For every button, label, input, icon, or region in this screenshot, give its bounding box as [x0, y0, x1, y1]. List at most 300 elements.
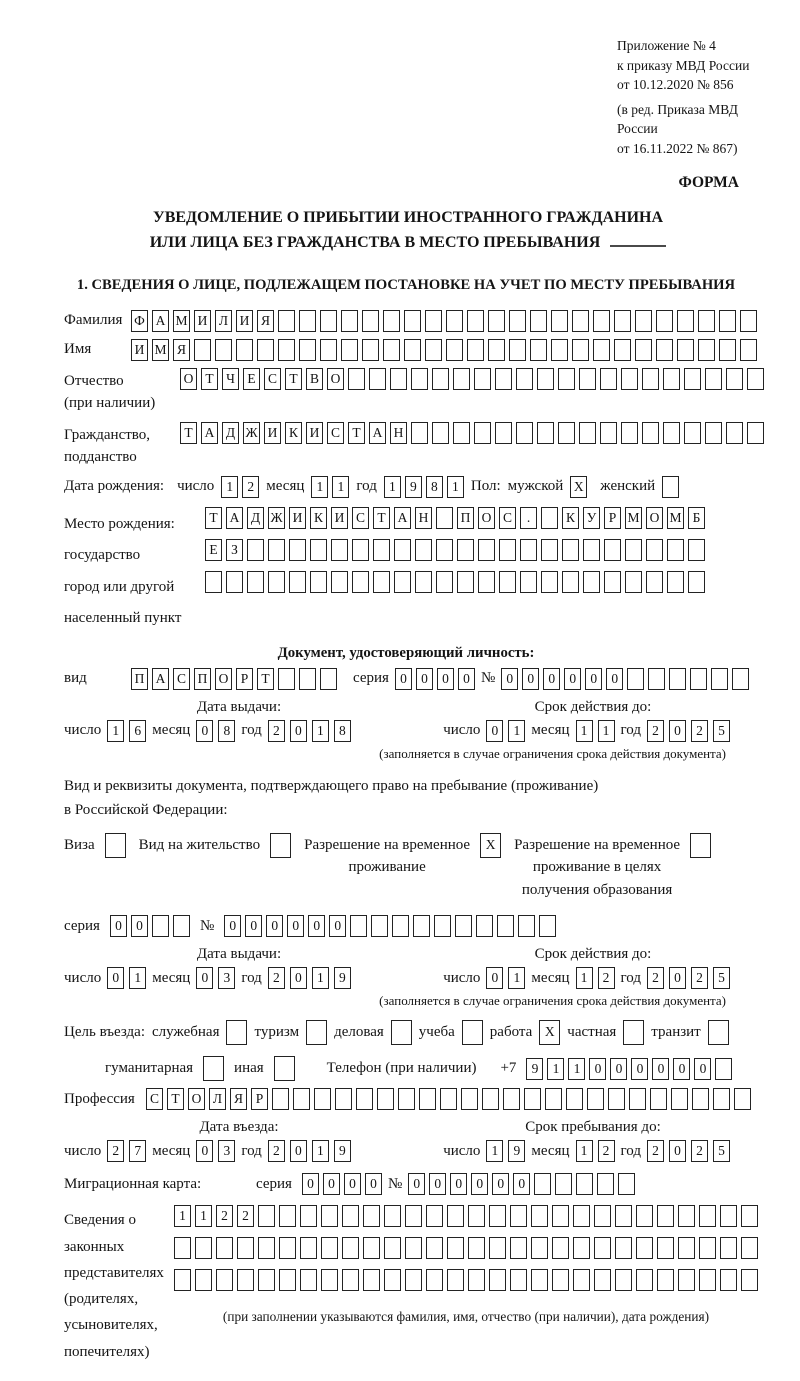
char-cell[interactable]: 0 [266, 915, 283, 937]
char-cell[interactable]: 2 [268, 967, 285, 989]
char-cell[interactable] [711, 668, 728, 690]
char-cell[interactable] [335, 1088, 352, 1110]
char-cell[interactable]: 1 [107, 720, 124, 742]
char-cell[interactable] [678, 1269, 695, 1291]
char-cell[interactable] [362, 339, 379, 361]
char-cell[interactable] [411, 368, 428, 390]
char-cell[interactable]: 1 [598, 720, 615, 742]
char-cell[interactable]: О [478, 507, 495, 529]
char-cell[interactable] [489, 1237, 506, 1259]
char-cell[interactable] [426, 1269, 443, 1291]
char-cell[interactable]: О [327, 368, 344, 390]
char-cell[interactable] [677, 339, 694, 361]
char-cell[interactable] [530, 310, 547, 332]
char-cell[interactable] [383, 310, 400, 332]
char-cell[interactable]: 0 [302, 1173, 319, 1195]
char-cell[interactable] [348, 368, 365, 390]
char-cell[interactable] [576, 1173, 593, 1195]
char-cell[interactable] [573, 1205, 590, 1227]
char-cell[interactable]: 0 [543, 668, 560, 690]
char-cell[interactable]: 0 [107, 967, 124, 989]
char-cell[interactable] [597, 1173, 614, 1195]
char-cell[interactable]: О [180, 368, 197, 390]
char-cell[interactable] [426, 1205, 443, 1227]
char-cell[interactable]: 9 [526, 1058, 543, 1080]
char-cell[interactable] [593, 339, 610, 361]
char-cell[interactable]: 0 [564, 668, 581, 690]
char-cell[interactable] [457, 539, 474, 561]
char-cell[interactable]: 0 [492, 1173, 509, 1195]
char-cell[interactable] [510, 1269, 527, 1291]
char-cell[interactable] [278, 310, 295, 332]
char-cell[interactable]: О [188, 1088, 205, 1110]
char-cell[interactable] [436, 539, 453, 561]
char-cell[interactable]: Т [285, 368, 302, 390]
char-cell[interactable] [636, 1269, 653, 1291]
char-cell[interactable] [404, 339, 421, 361]
char-cell[interactable]: Н [415, 507, 432, 529]
char-cell[interactable] [747, 368, 764, 390]
char-cell[interactable] [667, 539, 684, 561]
char-cell[interactable]: С [173, 668, 190, 690]
char-cell[interactable] [579, 422, 596, 444]
char-cell[interactable] [478, 539, 495, 561]
char-cell[interactable] [371, 915, 388, 937]
char-cell[interactable]: 0 [290, 1140, 307, 1162]
char-cell[interactable] [342, 1237, 359, 1259]
char-cell[interactable] [478, 571, 495, 593]
char-cell[interactable] [320, 668, 337, 690]
char-cell[interactable] [289, 539, 306, 561]
char-cell[interactable]: М [667, 507, 684, 529]
char-cell[interactable]: 0 [131, 915, 148, 937]
char-cell[interactable]: С [327, 422, 344, 444]
char-cell[interactable]: К [285, 422, 302, 444]
char-cell[interactable]: Т [205, 507, 222, 529]
char-cell[interactable]: Я [173, 339, 190, 361]
char-cell[interactable]: 2 [691, 967, 708, 989]
char-cell[interactable] [289, 571, 306, 593]
char-cell[interactable]: 2 [216, 1205, 233, 1227]
char-cell[interactable] [258, 1269, 275, 1291]
char-cell[interactable]: 5 [713, 1140, 730, 1162]
char-cell[interactable]: 1 [508, 720, 525, 742]
char-cell[interactable]: 0 [458, 668, 475, 690]
char-cell[interactable] [726, 422, 743, 444]
char-cell[interactable] [350, 915, 367, 937]
checkbox-cell[interactable] [203, 1056, 224, 1081]
char-cell[interactable]: 9 [334, 967, 351, 989]
char-cell[interactable] [426, 1237, 443, 1259]
char-cell[interactable] [663, 422, 680, 444]
char-cell[interactable] [587, 1088, 604, 1110]
char-cell[interactable] [342, 1269, 359, 1291]
char-cell[interactable] [425, 310, 442, 332]
char-cell[interactable]: 1 [312, 720, 329, 742]
char-cell[interactable] [216, 1269, 233, 1291]
char-cell[interactable] [593, 310, 610, 332]
char-cell[interactable]: Д [247, 507, 264, 529]
char-cell[interactable]: 0 [513, 1173, 530, 1195]
char-cell[interactable] [455, 915, 472, 937]
char-cell[interactable] [447, 1269, 464, 1291]
char-cell[interactable]: 2 [598, 967, 615, 989]
char-cell[interactable]: С [264, 368, 281, 390]
char-cell[interactable]: 9 [508, 1140, 525, 1162]
char-cell[interactable] [419, 1088, 436, 1110]
char-cell[interactable] [621, 368, 638, 390]
char-cell[interactable] [572, 339, 589, 361]
char-cell[interactable]: 1 [195, 1205, 212, 1227]
char-cell[interactable] [440, 1088, 457, 1110]
char-cell[interactable] [636, 1205, 653, 1227]
char-cell[interactable]: 1 [547, 1058, 564, 1080]
char-cell[interactable]: М [152, 339, 169, 361]
char-cell[interactable] [741, 1237, 758, 1259]
char-cell[interactable] [625, 571, 642, 593]
char-cell[interactable]: 2 [237, 1205, 254, 1227]
char-cell[interactable] [635, 310, 652, 332]
checkbox-cell[interactable] [274, 1056, 295, 1081]
checkbox-cell[interactable] [623, 1020, 644, 1045]
char-cell[interactable] [383, 339, 400, 361]
char-cell[interactable]: С [499, 507, 516, 529]
char-cell[interactable] [510, 1205, 527, 1227]
char-cell[interactable] [446, 339, 463, 361]
char-cell[interactable] [405, 1237, 422, 1259]
char-cell[interactable] [331, 571, 348, 593]
char-cell[interactable] [299, 310, 316, 332]
char-cell[interactable] [495, 368, 512, 390]
char-cell[interactable]: Т [348, 422, 365, 444]
char-cell[interactable] [474, 422, 491, 444]
char-cell[interactable] [516, 422, 533, 444]
char-cell[interactable]: И [331, 507, 348, 529]
char-cell[interactable]: 0 [589, 1058, 606, 1080]
char-cell[interactable]: 5 [713, 720, 730, 742]
char-cell[interactable] [537, 422, 554, 444]
char-cell[interactable] [394, 539, 411, 561]
char-cell[interactable]: П [457, 507, 474, 529]
char-cell[interactable]: 0 [308, 915, 325, 937]
char-cell[interactable] [741, 1205, 758, 1227]
char-cell[interactable] [558, 422, 575, 444]
char-cell[interactable] [236, 339, 253, 361]
char-cell[interactable] [705, 422, 722, 444]
char-cell[interactable] [608, 1088, 625, 1110]
char-cell[interactable] [692, 1088, 709, 1110]
char-cell[interactable]: 1 [311, 476, 328, 498]
char-cell[interactable]: Я [230, 1088, 247, 1110]
char-cell[interactable]: 0 [245, 915, 262, 937]
char-cell[interactable] [461, 1088, 478, 1110]
char-cell[interactable] [321, 1205, 338, 1227]
checkbox-cell[interactable]: X [539, 1020, 560, 1045]
char-cell[interactable] [678, 1205, 695, 1227]
char-cell[interactable]: А [226, 507, 243, 529]
char-cell[interactable]: П [194, 668, 211, 690]
char-cell[interactable] [278, 339, 295, 361]
char-cell[interactable] [468, 1237, 485, 1259]
char-cell[interactable] [573, 1237, 590, 1259]
char-cell[interactable] [671, 1088, 688, 1110]
char-cell[interactable] [719, 310, 736, 332]
char-cell[interactable] [293, 1088, 310, 1110]
char-cell[interactable] [698, 339, 715, 361]
char-cell[interactable] [489, 1205, 506, 1227]
char-cell[interactable] [684, 422, 701, 444]
char-cell[interactable]: 0 [471, 1173, 488, 1195]
char-cell[interactable] [321, 1269, 338, 1291]
char-cell[interactable] [541, 571, 558, 593]
char-cell[interactable]: Л [209, 1088, 226, 1110]
char-cell[interactable] [531, 1205, 548, 1227]
char-cell[interactable]: З [226, 539, 243, 561]
char-cell[interactable] [447, 1205, 464, 1227]
char-cell[interactable] [373, 571, 390, 593]
char-cell[interactable] [474, 368, 491, 390]
char-cell[interactable] [390, 368, 407, 390]
char-cell[interactable] [392, 915, 409, 937]
char-cell[interactable] [537, 368, 554, 390]
char-cell[interactable]: 3 [218, 1140, 235, 1162]
char-cell[interactable] [604, 571, 621, 593]
checkbox-cell[interactable] [391, 1020, 412, 1045]
char-cell[interactable] [583, 571, 600, 593]
char-cell[interactable] [272, 1088, 289, 1110]
char-cell[interactable]: 6 [129, 720, 146, 742]
char-cell[interactable] [468, 1205, 485, 1227]
char-cell[interactable]: 0 [290, 720, 307, 742]
char-cell[interactable]: 0 [408, 1173, 425, 1195]
char-cell[interactable] [314, 1088, 331, 1110]
char-cell[interactable] [747, 422, 764, 444]
char-cell[interactable] [247, 539, 264, 561]
char-cell[interactable]: С [352, 507, 369, 529]
char-cell[interactable]: 2 [598, 1140, 615, 1162]
char-cell[interactable] [545, 1088, 562, 1110]
char-cell[interactable] [509, 339, 526, 361]
char-cell[interactable] [384, 1237, 401, 1259]
char-cell[interactable] [467, 339, 484, 361]
char-cell[interactable]: 1 [447, 476, 464, 498]
char-cell[interactable] [646, 539, 663, 561]
char-cell[interactable] [667, 571, 684, 593]
char-cell[interactable]: Т [180, 422, 197, 444]
char-cell[interactable] [615, 1269, 632, 1291]
char-cell[interactable] [415, 571, 432, 593]
checkbox-cell[interactable]: X [480, 833, 501, 858]
char-cell[interactable] [562, 539, 579, 561]
char-cell[interactable] [594, 1269, 611, 1291]
char-cell[interactable]: Ж [268, 507, 285, 529]
char-cell[interactable]: 0 [501, 668, 518, 690]
char-cell[interactable]: И [264, 422, 281, 444]
char-cell[interactable]: 0 [365, 1173, 382, 1195]
char-cell[interactable] [629, 1088, 646, 1110]
char-cell[interactable] [657, 1237, 674, 1259]
char-cell[interactable] [642, 368, 659, 390]
char-cell[interactable]: . [520, 507, 537, 529]
char-cell[interactable] [551, 310, 568, 332]
checkbox-cell[interactable] [690, 833, 711, 858]
char-cell[interactable] [310, 571, 327, 593]
char-cell[interactable] [413, 915, 430, 937]
char-cell[interactable]: 9 [405, 476, 422, 498]
char-cell[interactable] [678, 1237, 695, 1259]
char-cell[interactable] [453, 368, 470, 390]
char-cell[interactable]: 1 [486, 1140, 503, 1162]
char-cell[interactable]: 2 [107, 1140, 124, 1162]
char-cell[interactable] [404, 310, 421, 332]
char-cell[interactable] [310, 539, 327, 561]
char-cell[interactable] [352, 571, 369, 593]
char-cell[interactable]: 1 [174, 1205, 191, 1227]
char-cell[interactable]: Е [205, 539, 222, 561]
char-cell[interactable]: В [306, 368, 323, 390]
char-cell[interactable] [489, 1269, 506, 1291]
char-cell[interactable] [300, 1237, 317, 1259]
char-cell[interactable]: 1 [576, 1140, 593, 1162]
char-cell[interactable]: 0 [486, 967, 503, 989]
char-cell[interactable] [425, 339, 442, 361]
char-cell[interactable] [541, 539, 558, 561]
char-cell[interactable] [635, 339, 652, 361]
char-cell[interactable] [669, 668, 686, 690]
char-cell[interactable] [152, 915, 169, 937]
char-cell[interactable]: 2 [647, 1140, 664, 1162]
char-cell[interactable]: Т [257, 668, 274, 690]
checkbox-cell[interactable] [226, 1020, 247, 1045]
char-cell[interactable] [503, 1088, 520, 1110]
char-cell[interactable] [268, 539, 285, 561]
char-cell[interactable] [530, 339, 547, 361]
char-cell[interactable] [331, 539, 348, 561]
char-cell[interactable] [247, 571, 264, 593]
char-cell[interactable] [205, 571, 222, 593]
char-cell[interactable]: 0 [196, 967, 213, 989]
char-cell[interactable] [174, 1237, 191, 1259]
char-cell[interactable] [531, 1237, 548, 1259]
char-cell[interactable] [342, 1205, 359, 1227]
char-cell[interactable] [614, 310, 631, 332]
checkbox-cell[interactable] [708, 1020, 729, 1045]
char-cell[interactable] [600, 422, 617, 444]
char-cell[interactable] [300, 1205, 317, 1227]
checkbox-cell[interactable]: X [570, 476, 587, 498]
char-cell[interactable]: 0 [610, 1058, 627, 1080]
char-cell[interactable] [600, 368, 617, 390]
char-cell[interactable] [482, 1088, 499, 1110]
char-cell[interactable]: И [306, 422, 323, 444]
char-cell[interactable] [583, 539, 600, 561]
char-cell[interactable]: 0 [673, 1058, 690, 1080]
char-cell[interactable]: 1 [312, 1140, 329, 1162]
char-cell[interactable] [715, 1058, 732, 1080]
char-cell[interactable] [447, 1237, 464, 1259]
char-cell[interactable]: А [394, 507, 411, 529]
char-cell[interactable] [572, 310, 589, 332]
char-cell[interactable] [341, 310, 358, 332]
char-cell[interactable] [488, 310, 505, 332]
char-cell[interactable] [216, 1237, 233, 1259]
char-cell[interactable] [362, 310, 379, 332]
char-cell[interactable]: 2 [242, 476, 259, 498]
char-cell[interactable] [468, 1269, 485, 1291]
char-cell[interactable]: 1 [568, 1058, 585, 1080]
char-cell[interactable]: 0 [652, 1058, 669, 1080]
char-cell[interactable] [495, 422, 512, 444]
char-cell[interactable]: 0 [287, 915, 304, 937]
char-cell[interactable] [650, 1088, 667, 1110]
char-cell[interactable]: Ф [131, 310, 148, 332]
char-cell[interactable]: А [369, 422, 386, 444]
char-cell[interactable]: 8 [218, 720, 235, 742]
char-cell[interactable]: 2 [647, 967, 664, 989]
char-cell[interactable] [384, 1205, 401, 1227]
char-cell[interactable] [741, 1269, 758, 1291]
char-cell[interactable]: Т [167, 1088, 184, 1110]
char-cell[interactable] [300, 1269, 317, 1291]
char-cell[interactable]: И [289, 507, 306, 529]
char-cell[interactable]: Т [201, 368, 218, 390]
char-cell[interactable]: К [310, 507, 327, 529]
char-cell[interactable] [740, 339, 757, 361]
char-cell[interactable] [551, 339, 568, 361]
char-cell[interactable]: Е [243, 368, 260, 390]
char-cell[interactable]: Ч [222, 368, 239, 390]
char-cell[interactable]: А [152, 668, 169, 690]
char-cell[interactable] [562, 571, 579, 593]
char-cell[interactable] [614, 339, 631, 361]
char-cell[interactable]: 8 [334, 720, 351, 742]
char-cell[interactable] [173, 915, 190, 937]
char-cell[interactable]: 0 [694, 1058, 711, 1080]
char-cell[interactable] [497, 915, 514, 937]
checkbox-cell[interactable] [270, 833, 291, 858]
char-cell[interactable] [688, 539, 705, 561]
char-cell[interactable] [621, 422, 638, 444]
char-cell[interactable] [373, 539, 390, 561]
char-cell[interactable]: 2 [691, 1140, 708, 1162]
char-cell[interactable] [446, 310, 463, 332]
char-cell[interactable]: 1 [384, 476, 401, 498]
char-cell[interactable] [321, 1237, 338, 1259]
char-cell[interactable] [726, 368, 743, 390]
char-cell[interactable]: 3 [218, 967, 235, 989]
char-cell[interactable] [257, 339, 274, 361]
char-cell[interactable] [467, 310, 484, 332]
char-cell[interactable] [258, 1205, 275, 1227]
char-cell[interactable] [579, 368, 596, 390]
char-cell[interactable]: 0 [344, 1173, 361, 1195]
char-cell[interactable] [195, 1269, 212, 1291]
char-cell[interactable]: 2 [268, 720, 285, 742]
char-cell[interactable]: 0 [585, 668, 602, 690]
char-cell[interactable] [398, 1088, 415, 1110]
char-cell[interactable]: 0 [110, 915, 127, 937]
char-cell[interactable]: Р [236, 668, 253, 690]
char-cell[interactable] [732, 668, 749, 690]
char-cell[interactable]: С [146, 1088, 163, 1110]
char-cell[interactable] [566, 1088, 583, 1110]
char-cell[interactable]: Л [215, 310, 232, 332]
char-cell[interactable]: Д [222, 422, 239, 444]
char-cell[interactable] [237, 1269, 254, 1291]
char-cell[interactable] [719, 339, 736, 361]
char-cell[interactable]: 0 [669, 1140, 686, 1162]
char-cell[interactable]: 0 [196, 720, 213, 742]
